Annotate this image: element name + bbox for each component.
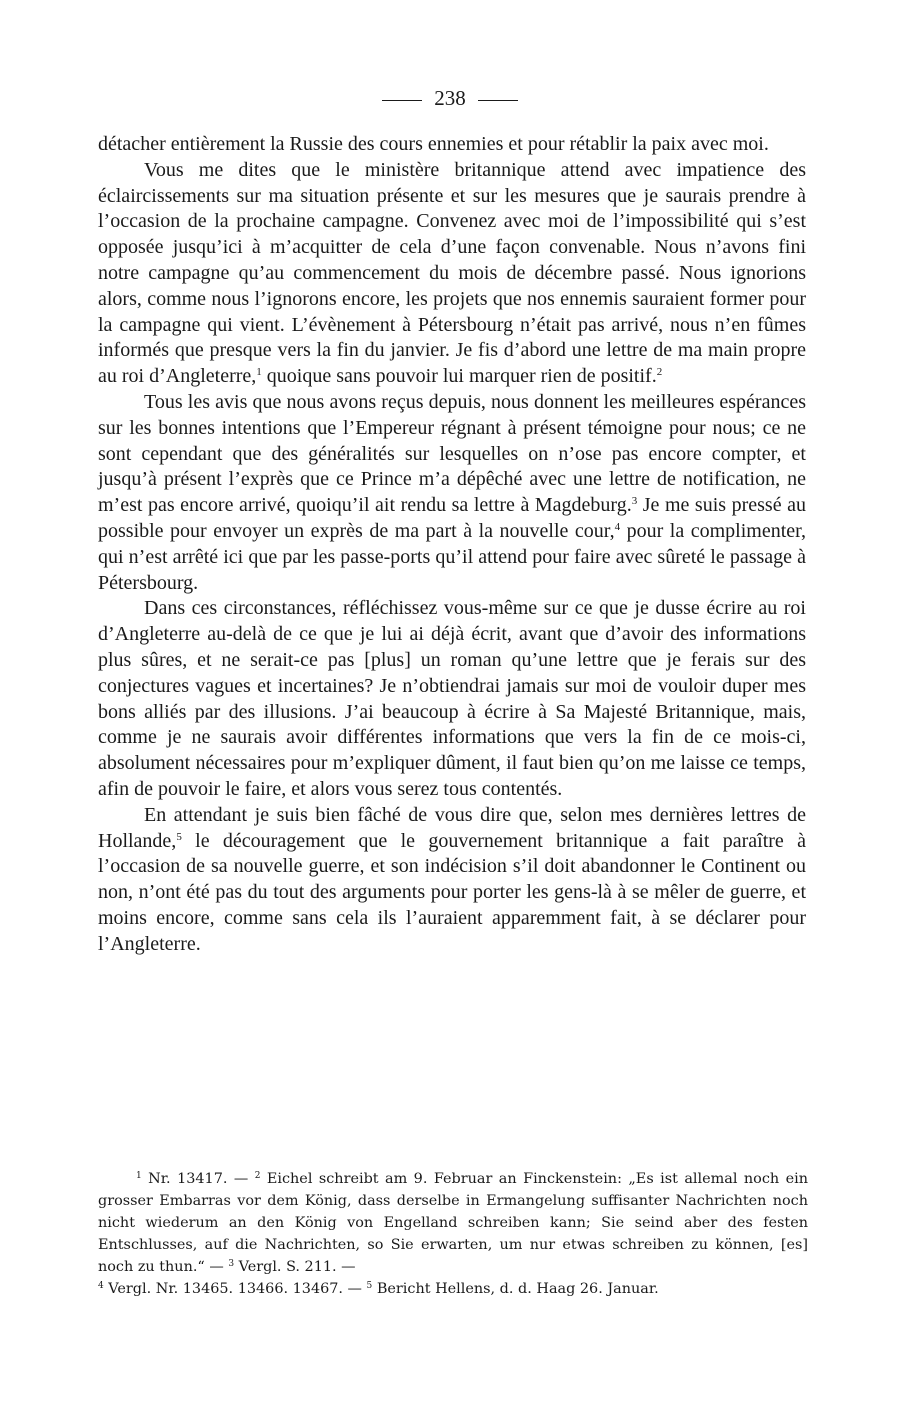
footnote-mark: 4	[614, 520, 621, 533]
header-rule-left	[382, 100, 422, 101]
footnote-mark: 3	[228, 1259, 235, 1269]
footnote-mark: 5	[366, 1281, 373, 1291]
footnote-mark: 1	[136, 1171, 142, 1181]
paragraph: Dans ces circonstances, réfléchissez vous-même sur ce que je dusse écrire au roi d’Angleterre au-delà de ce que je lui ai déjà écrit, avant que d’avoir des informations plus sûres, et ne serait-ce pas [plus] un roman qu’une lettre que je ferais sur des conjectures vagues et incertaines? Je n’obtiendrai jamais sur moi de vouloir duper mes bons alliés par des illusions. J’ai beaucoup à écrire à Sa Majesté Britannique, mais, comme je ne saurais avoir différentes informations que vers la fin de ce mois-ci, absolument nécessaires pour m’expliquer dûment, il faut bien qu’on me laisse ce temps, afin de pouvoir le faire, et alors vous serez tous contentés.	[98, 597, 806, 800]
page-number: 238	[434, 86, 466, 110]
header-rule-right	[478, 100, 518, 101]
footnote-mark: 2	[254, 1171, 261, 1181]
footnote-block: $^1$ Nr. 13417. — $^2$ Eichel schreibt am 9. Februar an Finckenstein: „Es ist allemal noch ein grosser Embarras vor dem König, dass derselbe in Ermangelung suffisanter Nachrichten noch nicht wiederum an den König von Engelland schreiben kann; Sie seind aber des festen Entschlusses, auf die Nachrichten, so Sie erwarten, um nur etwas schreiben zu können, [es] noch zu thun.“ — $^3$ Vergl. S. 211. — $^4$ Vergl. Nr. 13465. 13466. 13467. — $^5$ Bericht Hellens, d. d. Haag 26. Januar.	[98, 1171, 808, 1297]
paragraph: Vous me dites que le ministère britannique attend avec impatience des éclaircissements sur ma situation présente et sur les mesures que je saurais prendre à l’occasion de la prochaine campagne. Convenez avec moi de l’impossibilité qui s’est opposée jusqu’ici à m’acquitter de cela d’une façon convenable. Nous n’avons fini notre campagne qu’au commencement du mois de décembre passé. Nous ignorions alors, comme nous l’ignorons encore, les projets que nos ennemis sauraient former pour la campagne qui vient. L’évènement à Pétersbourg n’était pas arrivé, nous n’en fûmes informés que presque vers la fin du janvier. Je fis d’abord une lettre de ma main propre au roi d’Angleterre,$^1$ quoique sans pouvoir lui marquer rien de positif.$^2$	[98, 158, 806, 388]
footnotes	[98, 1168, 808, 1300]
footnote-mark: 3	[631, 495, 638, 508]
paragraph: En attendant je suis bien fâché de vous dire que, selon mes dernières lettres de Hollande,$^5$ le découragement que le gouvernement britannique a fait paraître à l’occasion de sa nouvelle guerre, et son indécision s’il doit abandonner le Continent ou non, n’ont été pas du tout des arguments pour porter les gens-là à se mêler de guerre, et moins encore, comme sans cela ils l’auraient apparemment fait, à se déclarer pour l’Angleterre.	[98, 803, 806, 955]
body-text	[98, 132, 806, 958]
paragraph: Tous les avis que nous avons reçus depuis, nous donnent les meilleures espérances sur les bonnes intentions que l’Empereur régnant à présent témoigne pour nous; ce ne sont cependant que des généralités sur lesquelles on n’ose pas encore compter, et jusqu’à présent l’exprès que ce Prince m’a dépêché avec une lettre de notification, ne m’est pas encore arrivé, quoiqu’il ait rendu sa lettre à Magdeburg.$^3$ Je me suis pressé au possible pour envoyer un exprès de ma part à la nouvelle cour,$^4$ pour la complimenter, qui n’est arrêté ici que par les passe-ports qu’il attend pour faire avec sûreté le passage à Pétersbourg.	[98, 390, 806, 594]
page-header	[0, 86, 900, 111]
footnote-mark: 4	[98, 1281, 104, 1291]
footnote-mark: 2	[656, 366, 663, 379]
paragraph: détacher entièrement la Russie des cours ennemies et pour rétablir la paix avec moi.	[98, 133, 769, 155]
footnote-mark: 1	[256, 366, 262, 379]
footnote-mark: 5	[176, 830, 182, 843]
